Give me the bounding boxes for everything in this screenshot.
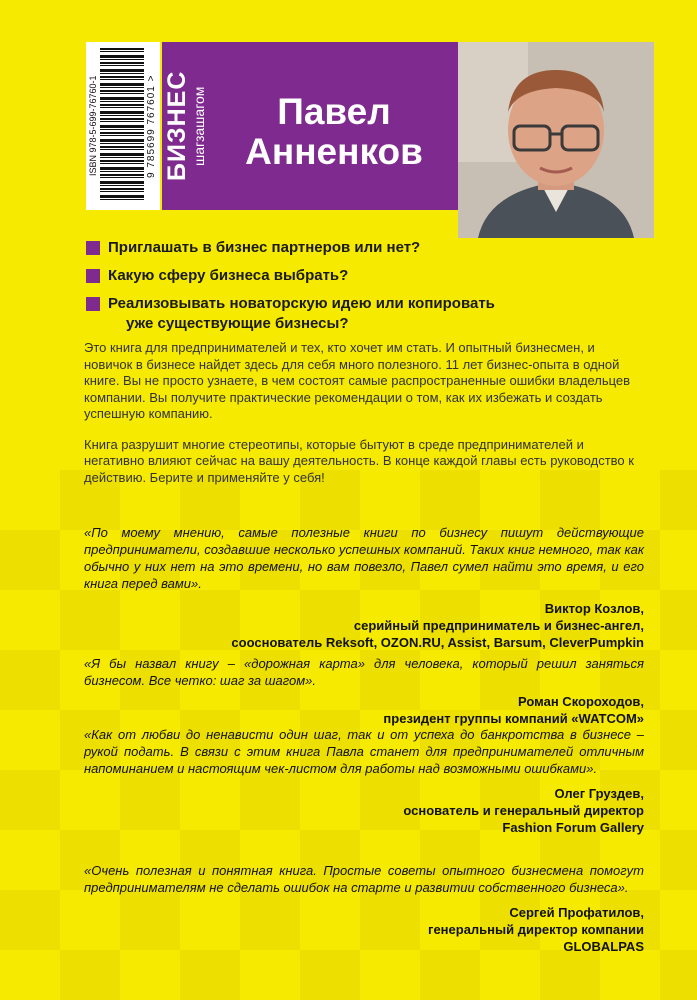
testimonial	[84, 862, 644, 955]
testimonial-text: «Я бы назвал книгу – «дорожная карта» для человека, который решил заняться бизнесом. Все четко: шаг за шагом».	[84, 656, 644, 688]
author-name-line: Сергей Профатилов,	[509, 905, 644, 920]
author-name-line: Олег Груздев,	[554, 786, 644, 801]
testimonial-author	[84, 600, 644, 651]
testimonial-author	[84, 904, 644, 955]
list-item	[84, 266, 644, 286]
question-text: Реализовывать новаторскую идею или копировать	[108, 295, 495, 312]
question-text: Приглашать в бизнес партнеров или нет?	[108, 239, 421, 256]
question-list	[84, 238, 644, 342]
series-logo	[162, 42, 210, 210]
isbn-label: ISBN 978-5-699-76760-1	[88, 75, 98, 177]
author-photo	[458, 42, 654, 238]
question-text-continued: уже существующие бизнесы?	[126, 315, 349, 332]
author-role-line: основатель и генеральный директор	[403, 803, 644, 818]
author-role-line: сооснователь Reksoft, OZON.RU, Assist, Barsum, CleverPumpkin	[231, 635, 644, 650]
author-portrait-icon	[458, 42, 654, 238]
series-title: БИЗНЕС	[163, 70, 191, 182]
testimonial	[84, 655, 644, 727]
author-role-line: президент группы компаний «WATCOM»	[383, 711, 644, 726]
bullet-square-icon	[86, 241, 100, 255]
testimonial-text: «Как от любви до ненависти один шаг, так и от успеха до банкротства в бизнесе – рукой подать. В связи с этим книга Павла станет для предпринимателей отличным напоминанием и настоящим чек-листом для работы над возможными ошибками».	[84, 727, 644, 776]
description-paragraph: Книга разрушит многие стереотипы, которые бытуют в среде предпринимателей и негативно влияют сейчас на вашу деятельность. В конце каждой главы есть руководство к действию. Берите и применяйте у себя!	[84, 436, 634, 485]
barcode-icon	[100, 48, 144, 200]
barcode-digits: 9 785699 767601 >	[146, 74, 157, 178]
author-role-line: GLOBALPAS	[563, 939, 644, 954]
author-last-name: Анненков	[245, 131, 423, 172]
list-item	[84, 238, 644, 258]
author-name-line: Роман Скороходов,	[518, 694, 644, 709]
author-name	[214, 92, 454, 172]
testimonial-text: «Очень полезная и понятная книга. Простые советы опытного бизнесмена помогут предпринимателям не сделать ошибок на старте и развитии собственного бизнеса».	[84, 863, 644, 895]
testimonial	[84, 726, 644, 836]
author-role-line: Fashion Forum Gallery	[502, 820, 644, 835]
testimonial-author	[84, 785, 644, 836]
testimonial	[84, 524, 644, 651]
author-role-line: генеральный директор компании	[428, 922, 644, 937]
bullet-square-icon	[86, 269, 100, 283]
question-text: Какую сферу бизнеса выбрать?	[108, 267, 349, 284]
bullet-square-icon	[86, 297, 100, 311]
author-role-line: серийный предприниматель и бизнес-ангел,	[353, 618, 644, 633]
series-subtitle: шагзашагом	[191, 86, 207, 166]
book-description	[84, 340, 644, 500]
author-first-name: Павел	[277, 91, 391, 132]
list-item	[84, 294, 644, 334]
description-paragraph: Это книга для предпринимателей и тех, кто хочет им стать. И опытный бизнесмен, и новичок в бизнесе найдет здесь для себя много полезного. 11 лет бизнес-опыта в одной книге. Вы не просто узнаете, в чем состоят самые распространенные ошибки владельцев компании. Вы получите практические рекомендации о том, как их избежать и создать успешную компанию.	[84, 340, 631, 421]
testimonial-author	[84, 693, 644, 727]
author-name-line: Виктор Козлов,	[544, 601, 644, 616]
testimonial-text: «По моему мнению, самые полезные книги по бизнесу пишут действующие предприниматели, создавшие несколько успешных компаний. Таких книг немного, так как обычно у них нет на это времени, но вам повезло, Павел сумел найти это время, и его книга перед вами».	[84, 525, 644, 591]
